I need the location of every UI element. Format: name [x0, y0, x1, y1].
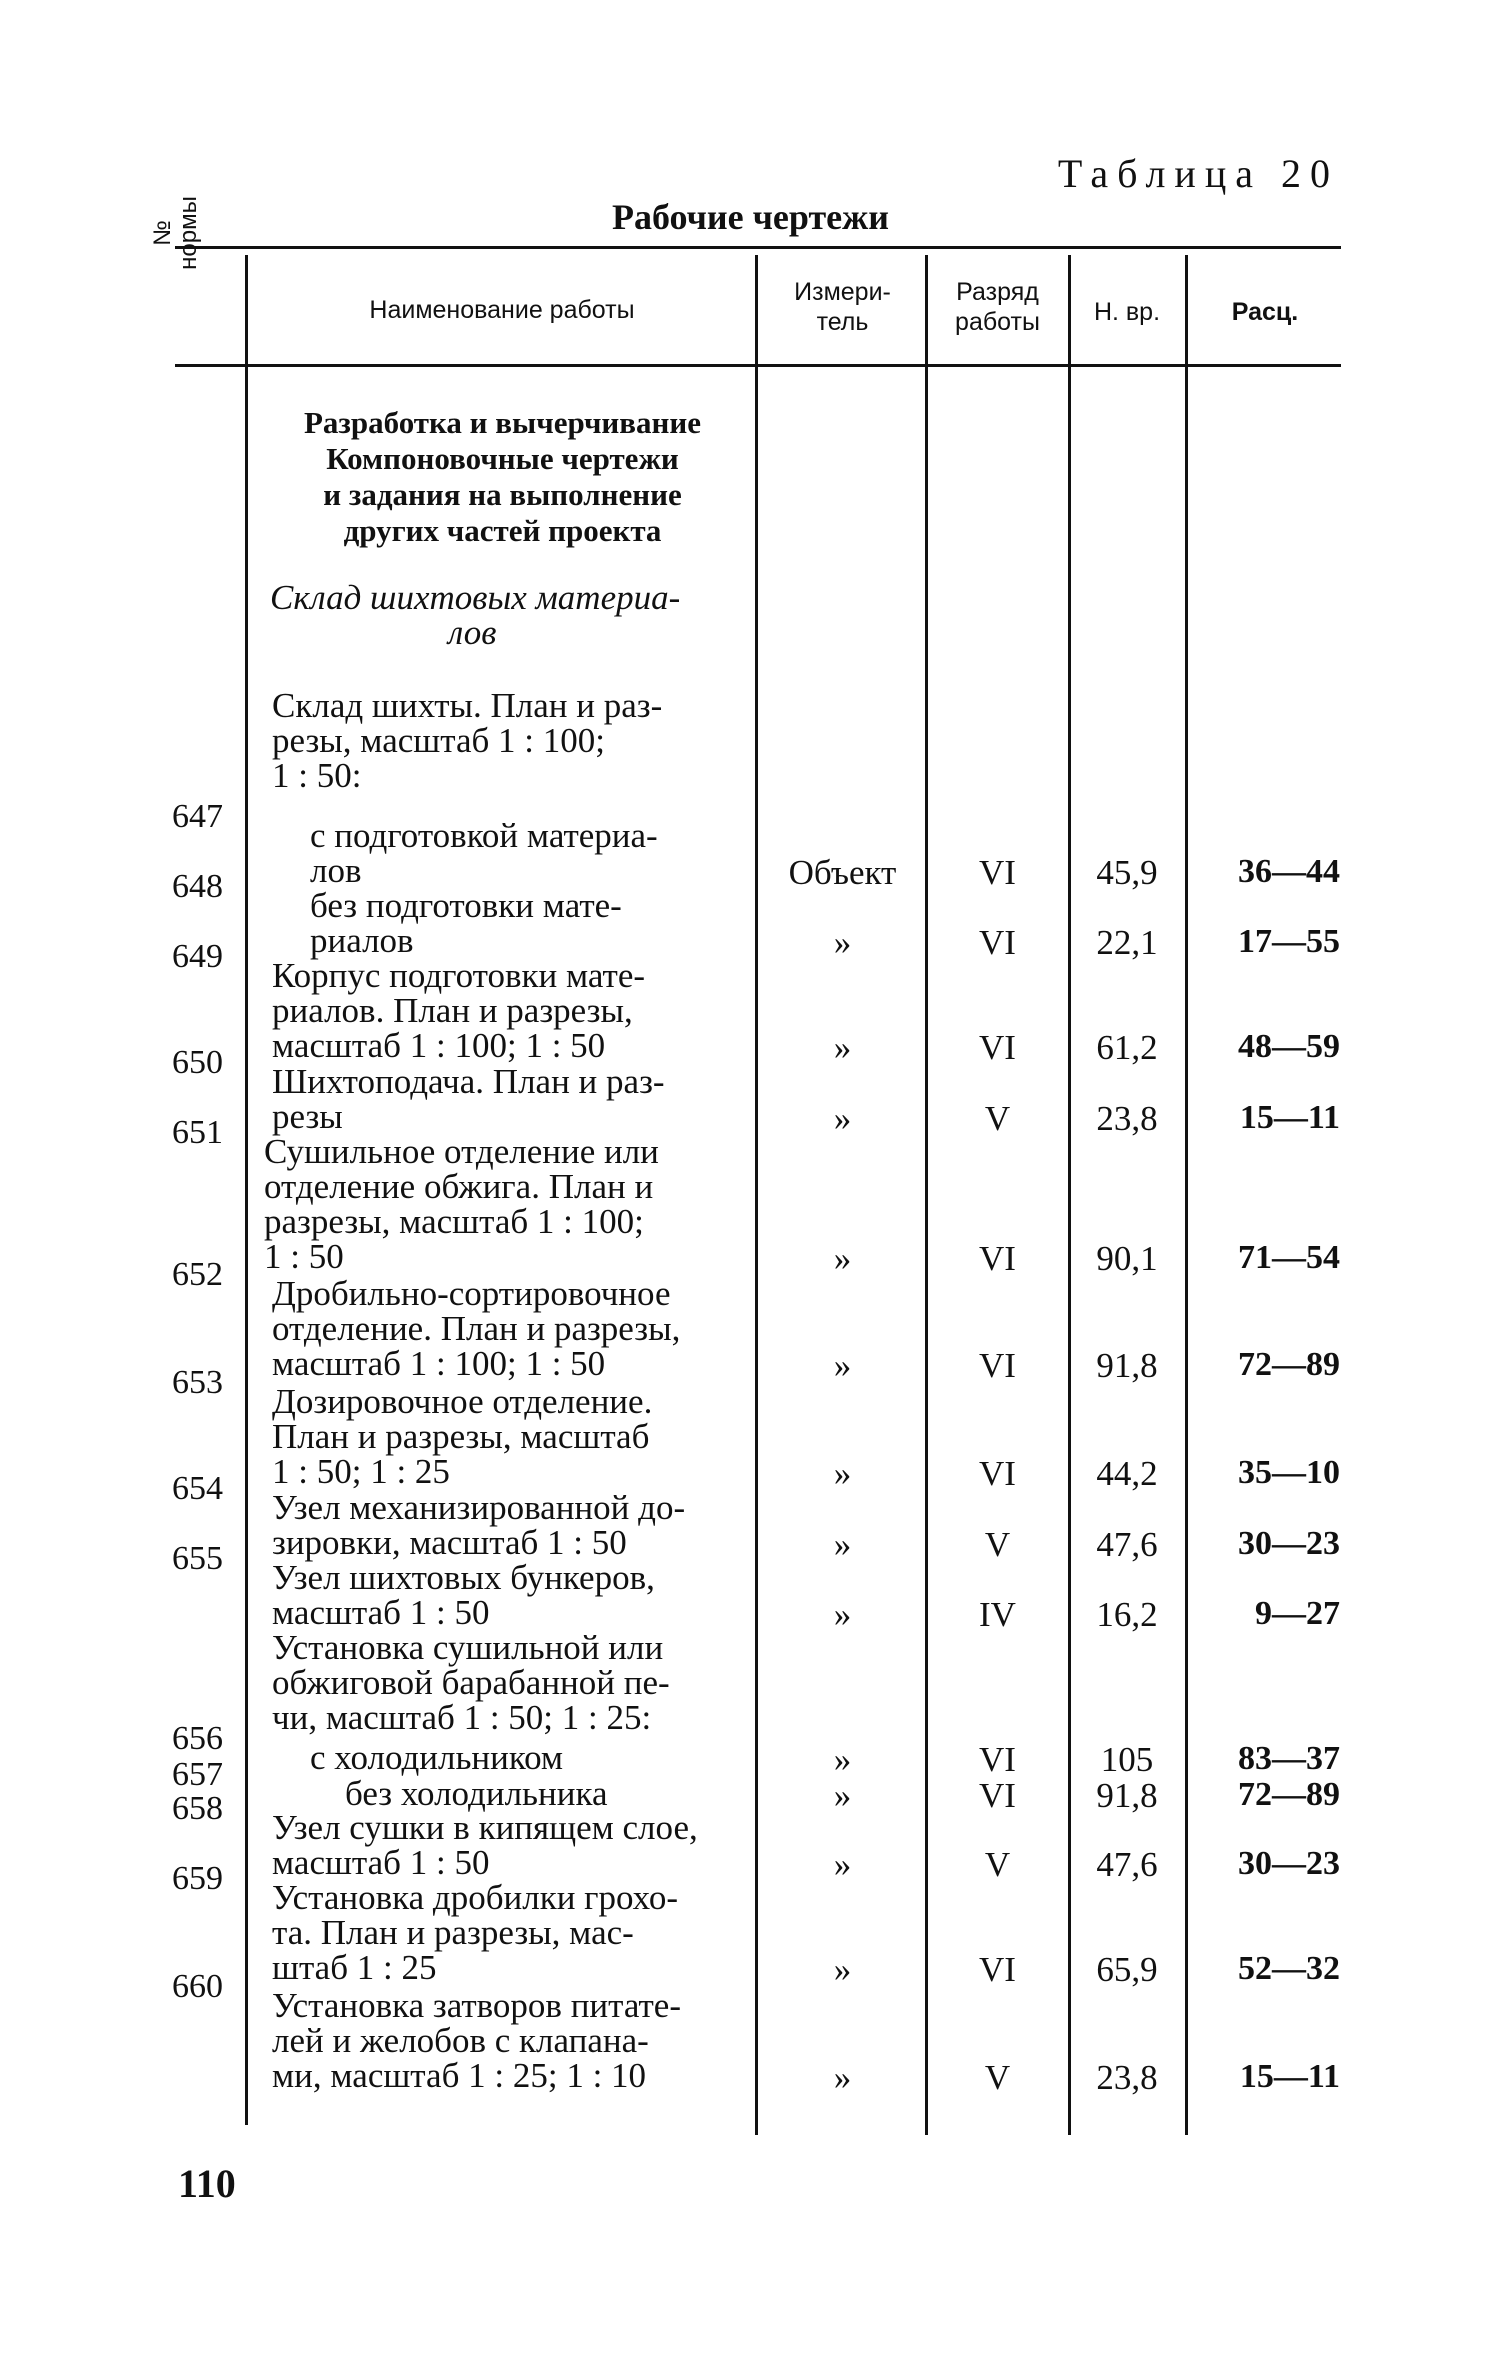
row-659-name: [272, 1880, 678, 1985]
row-652-unit: »: [833, 1346, 852, 1385]
row-653-number: 653: [172, 1364, 223, 1401]
intro-line-2: резы, масштаб 1 : 100;: [272, 721, 605, 760]
header-unit-line2: тель: [816, 308, 869, 336]
row-658-rate: 30—23: [1238, 1845, 1340, 1882]
row-659-time: 65,9: [1096, 1950, 1158, 1989]
subsection-heading: [270, 580, 680, 650]
row-658-name-line-1: Узел сушки в кипящем слое,: [272, 1808, 698, 1847]
row-649-name: [272, 958, 645, 1063]
group656-line-3: чи, масштаб 1 : 50; 1 : 25:: [272, 1698, 652, 1737]
header-name: Наименование работы: [369, 296, 635, 324]
row-653-name-line-2: План и разрезы, масштаб: [272, 1417, 650, 1456]
section-heading: [255, 405, 750, 549]
intro-text: [272, 688, 662, 793]
row-648-time: 22,1: [1096, 923, 1158, 962]
intro-line-3: 1 : 50:: [272, 756, 362, 795]
row-660-rate: 15—11: [1239, 2058, 1340, 2095]
row-651-rate: 71—54: [1238, 1239, 1340, 1276]
section-line-3: и задания на выполнение: [323, 477, 682, 512]
row-660-grade: V: [984, 2058, 1011, 2097]
section-line-4: других частей проекта: [343, 513, 662, 548]
row-651-number: 651: [172, 1114, 223, 1151]
group656-text: [272, 1630, 670, 1735]
row-660-number: 660: [172, 1968, 223, 2005]
row-648-number: 648: [172, 868, 223, 905]
row-647-time: 45,9: [1096, 853, 1158, 892]
row-647-number: 647: [172, 798, 223, 835]
row-660-name-line-2: лей и желобов с клапана-: [272, 2021, 649, 2060]
row-649-name-line-2: риалов. План и разрезы,: [272, 991, 633, 1030]
row-649-time: 61,2: [1096, 1028, 1158, 1067]
row-657-name-line-1: без холодильника: [345, 1774, 608, 1813]
row-654-unit: »: [833, 1525, 852, 1564]
header-top-rule: [175, 246, 1341, 249]
header-grade-line1: Разряд: [956, 278, 1039, 306]
row-652-name: [272, 1276, 680, 1381]
row-653-rate: 35—10: [1238, 1454, 1340, 1491]
row-653-unit: »: [833, 1454, 852, 1493]
row-657-grade: VI: [979, 1776, 1016, 1815]
row-649-name-line-1: Корпус подготовки мате-: [272, 956, 646, 995]
row-647-rate: 36—44: [1238, 853, 1340, 890]
row-655-rate: 9—27: [1255, 1595, 1340, 1632]
row-657-name: [345, 1776, 607, 1811]
row-658-name-line-2: масштаб 1 : 50: [272, 1843, 490, 1882]
row-653-time: 44,2: [1096, 1454, 1158, 1493]
row-660-time: 23,8: [1096, 2058, 1158, 2097]
row-660-name: [272, 1988, 681, 2093]
row-651-name-line-3: разрезы, масштаб 1 : 100;: [264, 1202, 644, 1241]
row-654-number: 654: [172, 1470, 223, 1507]
row-648-unit: »: [833, 923, 852, 962]
row-648-grade: VI: [979, 923, 1016, 962]
row-648-rate: 17—55: [1238, 923, 1340, 960]
row-650-unit: »: [833, 1099, 852, 1138]
row-654-name: [272, 1490, 685, 1560]
row-656-grade: VI: [979, 1740, 1016, 1779]
row-654-rate: 30—23: [1238, 1525, 1340, 1562]
row-655-name: [272, 1560, 655, 1630]
row-651-name-line-1: Сушильное отделение или: [264, 1132, 659, 1171]
row-647-unit: Объект: [788, 853, 897, 892]
row-654-name-line-2: зировки, масштаб 1 : 50: [272, 1523, 627, 1562]
header-unit: [760, 277, 925, 337]
row-648-name: [310, 888, 622, 958]
row-652-name-line-2: отделение. План и разрезы,: [272, 1309, 681, 1348]
col-rule-2: [755, 255, 758, 2135]
col-rule-4: [1068, 255, 1071, 2135]
header-grade: [930, 277, 1065, 337]
row-659-name-line-2: та. План и разрезы, мас-: [272, 1913, 634, 1952]
row-659-rate: 52—32: [1238, 1950, 1340, 1987]
row-659-number: 659: [172, 1860, 223, 1897]
col-rule-3: [925, 255, 928, 2135]
row-655-unit: »: [833, 1595, 852, 1634]
row-651-name-line-2: отделение обжига. План и: [264, 1167, 654, 1206]
row-650-rate: 15—11: [1239, 1099, 1340, 1136]
row-656-unit: »: [833, 1740, 852, 1779]
header-grade-line2: работы: [955, 308, 1040, 336]
row-647-name-line-2: лов: [310, 851, 362, 890]
row-650-number: 650: [172, 1044, 223, 1081]
row-653-name-line-3: 1 : 50; 1 : 25: [272, 1452, 450, 1491]
row-653-grade: VI: [979, 1454, 1016, 1493]
row-654-time: 47,6: [1096, 1525, 1158, 1564]
col-rule-5: [1185, 255, 1188, 2135]
header-no: [150, 188, 202, 278]
row-649-unit: »: [833, 1028, 852, 1067]
row-658-time: 47,6: [1096, 1845, 1158, 1884]
row-659-name-line-1: Установка дробилки грохо-: [272, 1878, 678, 1917]
row-648-name-line-1: без подготовки мате-: [310, 886, 622, 925]
subsection-line-2: лов: [448, 613, 497, 652]
row-659-grade: VI: [979, 1950, 1016, 1989]
row-659-unit: »: [833, 1950, 852, 1989]
row-650-name-line-1: Шихтоподача. План и раз-: [272, 1062, 665, 1101]
page-title: Рабочие чертежи: [612, 197, 889, 237]
row-657-rate: 72—89: [1238, 1776, 1340, 1813]
row-656-name: [310, 1740, 563, 1775]
subsection-line-1: Склад шихтовых материа-: [270, 578, 681, 617]
row-649-number: 649: [172, 938, 223, 975]
row-650-name-line-2: резы: [272, 1097, 343, 1136]
row-652-name-line-3: масштаб 1 : 100; 1 : 50: [272, 1344, 606, 1383]
row-655-name-line-1: Узел шихтовых бункеров,: [272, 1558, 655, 1597]
header-unit-line1: Измери-: [794, 278, 891, 306]
row-655-name-line-2: масштаб 1 : 50: [272, 1593, 490, 1632]
row-655-grade: IV: [979, 1595, 1016, 1634]
intro-line-1: Склад шихты. План и раз-: [272, 686, 663, 725]
row-656-number: 656: [172, 1720, 223, 1757]
col-rule-1: [245, 255, 248, 2125]
row-651-name: [264, 1134, 659, 1274]
row-659-name-line-3: штаб 1 : 25: [272, 1948, 437, 1987]
row-651-unit: »: [833, 1239, 852, 1278]
row-649-grade: VI: [979, 1028, 1016, 1067]
row-652-rate: 72—89: [1238, 1346, 1340, 1383]
section-line-1: Разработка и вычерчивание: [303, 405, 702, 440]
row-658-unit: »: [833, 1845, 852, 1884]
row-660-unit: »: [833, 2058, 852, 2097]
row-658-number: 658: [172, 1790, 223, 1827]
row-651-grade: VI: [979, 1239, 1016, 1278]
row-647-name: [310, 818, 658, 888]
row-658-grade: V: [984, 1845, 1011, 1884]
header-no-line2: нормы: [175, 196, 202, 270]
header-bottom-rule: [175, 364, 1341, 367]
row-650-time: 23,8: [1096, 1099, 1158, 1138]
row-654-name-line-1: Узел механизированной до-: [272, 1488, 686, 1527]
row-648-name-line-2: риалов: [310, 921, 414, 960]
row-653-name-line-1: Дозировочное отделение.: [272, 1382, 653, 1421]
row-656-time: 105: [1100, 1740, 1154, 1779]
row-649-name-line-3: масштаб 1 : 100; 1 : 50: [272, 1026, 606, 1065]
row-649-rate: 48—59: [1238, 1028, 1340, 1065]
row-652-grade: VI: [979, 1346, 1016, 1385]
row-650-name: [272, 1064, 665, 1134]
row-654-grade: V: [984, 1525, 1011, 1564]
row-651-time: 90,1: [1096, 1239, 1158, 1278]
header-time: Н. вр.: [1093, 298, 1161, 326]
row-652-number: 652: [172, 1256, 223, 1293]
group656-line-1: Установка сушильной или: [272, 1628, 664, 1667]
row-652-name-line-1: Дробильно-сортировочное: [272, 1274, 671, 1313]
page-number: 110: [178, 2161, 236, 2206]
row-647-name-line-1: с подготовкой материа-: [310, 816, 658, 855]
table-label: Таблица 20: [1057, 151, 1339, 196]
row-660-name-line-3: ми, масштаб 1 : 25; 1 : 10: [272, 2056, 647, 2095]
row-647-grade: VI: [979, 853, 1016, 892]
row-652-time: 91,8: [1096, 1346, 1158, 1385]
row-657-unit: »: [833, 1776, 852, 1815]
group656-line-2: обжиговой барабанной пе-: [272, 1663, 670, 1702]
row-655-number: 655: [172, 1540, 223, 1577]
row-656-name-line-1: с холодильником: [310, 1738, 564, 1777]
row-658-name: [272, 1810, 698, 1880]
row-660-name-line-1: Установка затворов питате-: [272, 1986, 681, 2025]
row-656-rate: 83—37: [1238, 1740, 1340, 1777]
row-657-number: 657: [172, 1756, 223, 1793]
header-rate: Расц.: [1231, 298, 1299, 326]
section-line-2: Компоновочные чертежи: [326, 441, 679, 476]
row-653-name: [272, 1384, 652, 1489]
header-no-line1: №: [149, 220, 176, 246]
row-657-time: 91,8: [1096, 1776, 1158, 1815]
row-651-name-line-4: 1 : 50: [264, 1237, 344, 1276]
row-650-grade: V: [984, 1099, 1011, 1138]
row-655-time: 16,2: [1096, 1595, 1158, 1634]
